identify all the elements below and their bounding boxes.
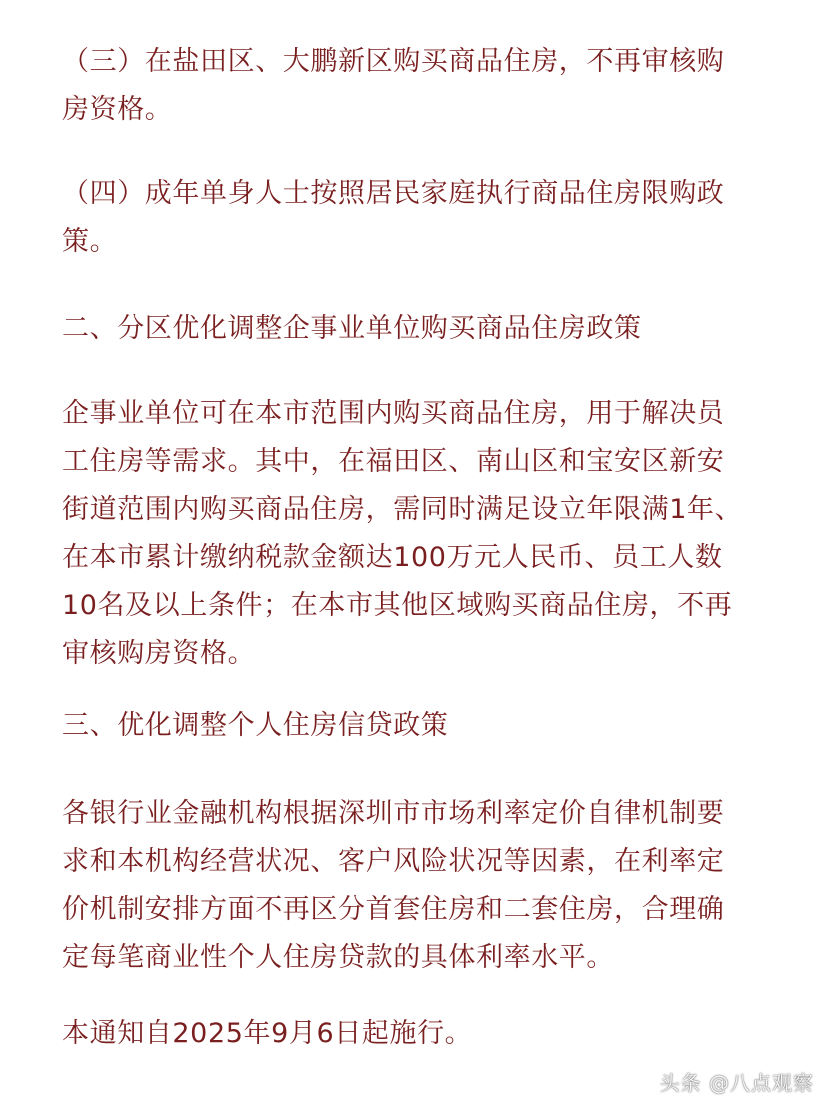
text-line: 策。 <box>62 226 118 257</box>
text-line: 街道范围内购买商品住房，需同时满足设立年限满1年、 <box>62 494 743 525</box>
paragraph-item-4 <box>62 170 782 266</box>
text-line: 定每笔商业性个人住房贷款的具体利率水平。 <box>62 942 614 973</box>
text-line: （四）成年单身人士按照居民家庭执行商品住房限购政 <box>62 178 725 209</box>
watermark: 头条 @八点观察 <box>659 1071 814 1095</box>
text-line: （三）在盐田区、大鹏新区购买商品住房，不再审核购 <box>62 46 725 77</box>
section-2-heading <box>62 305 642 353</box>
text-line: 价机制安排方面不再区分首套住房和二套住房，合理确 <box>62 894 725 925</box>
section-2-body <box>62 390 782 678</box>
text-line: 在本市累计缴纳税款金额达100万元人民币、员工人数 <box>62 542 723 573</box>
text-line: 10名及以上条件；在本市其他区域购买商品住房，不再 <box>62 590 733 621</box>
text-line: 求和本机构经营状况、客户风险状况等因素，在利率定 <box>62 846 725 877</box>
text-line: 审核购房资格。 <box>62 638 256 669</box>
effective-date-text: 本通知自2025年9月6日起施行。 <box>62 1018 473 1049</box>
effective-date <box>62 1010 472 1058</box>
text-line: 房资格。 <box>62 94 173 125</box>
paragraph-item-3 <box>62 38 782 134</box>
section-3-body <box>62 790 782 982</box>
text-line: 企事业单位可在本市范围内购买商品住房，用于解决员 <box>62 398 725 429</box>
heading-text: 三、优化调整个人住房信贷政策 <box>62 710 449 741</box>
section-3-heading <box>62 702 448 750</box>
heading-text: 二、分区优化调整企事业单位购买商品住房政策 <box>62 313 642 344</box>
text-line: 各银行业金融机构根据深圳市市场利率定价自律机制要 <box>62 798 725 829</box>
text-line: 工住房等需求。其中，在福田区、南山区和宝安区新安 <box>62 446 725 477</box>
